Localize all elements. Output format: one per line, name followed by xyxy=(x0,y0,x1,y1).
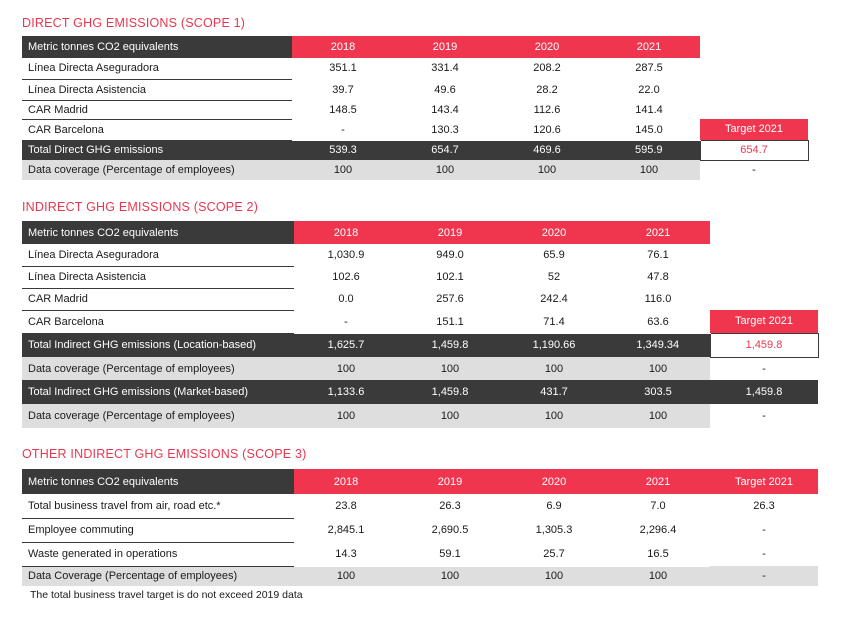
year-2021: 2021 xyxy=(598,36,700,58)
target-value: 1,459.8 xyxy=(710,380,818,404)
scope2-title: INDIRECT GHG EMISSIONS (SCOPE 2) xyxy=(22,200,259,214)
year-2019: 2019 xyxy=(394,36,496,58)
scope2-table xyxy=(22,221,819,428)
coverage-row: Data Coverage (Percentage of employees) 100 100 100 100 - xyxy=(22,566,818,586)
target-2021-label: Target 2021 xyxy=(710,469,818,494)
table-row: CAR Madrid 148.5 143.4 112.6 141.4 xyxy=(22,100,808,119)
coverage-row: Data coverage (Percentage of employees) 100 100 100 100 - xyxy=(22,404,818,428)
table-header-row: Metric tonnes CO2 equivalents 2018 2019 2020 2021 Target 2021 xyxy=(22,469,818,494)
table-row: Línea Directa Asistencia 39.7 49.6 28.2 22.0 xyxy=(22,79,808,100)
table-row: CAR Madrid 0.0 257.6 242.4 116.0 xyxy=(22,288,818,310)
year-2020: 2020 xyxy=(496,36,598,58)
scope1-table xyxy=(22,36,809,180)
table-row: Línea Directa Asistencia 102.6 102.1 52 47.8 xyxy=(22,266,818,288)
scope3-title: OTHER INDIRECT GHG EMISSIONS (SCOPE 3) xyxy=(22,447,307,461)
table-row: Waste generated in operations 14.3 59.1 25.7 16.5 - xyxy=(22,542,818,566)
table-header-row: Metric tonnes CO2 equivalents 2018 2019 2020 2021 xyxy=(22,221,818,244)
year-2018: 2018 xyxy=(292,36,394,58)
header-label: Metric tonnes CO2 equivalents xyxy=(22,36,292,58)
total-row: Total Indirect GHG emissions (Market-based) 1,133.6 1,459.8 431.7 303.5 1,459.8 xyxy=(22,380,818,404)
target-2021-label: Target 2021 xyxy=(700,119,808,140)
coverage-row: Data coverage (Percentage of employees) 100 100 100 100 - xyxy=(22,357,818,380)
table-row: Línea Directa Aseguradora 351.1 331.4 208.2 287.5 xyxy=(22,58,808,79)
table-row: CAR Barcelona - 130.3 120.6 145.0 Target 2021 xyxy=(22,119,808,140)
table-row: Employee commuting 2,845.1 2,690.5 1,305.3 2,296.4 - xyxy=(22,518,818,542)
target-value: 654.7 xyxy=(700,140,808,160)
total-row: Total Direct GHG emissions 539.3 654.7 469.6 595.9 654.7 xyxy=(22,140,808,160)
coverage-row: Data coverage (Percentage of employees) 100 100 100 100 - xyxy=(22,160,808,180)
table-header-row xyxy=(22,36,808,58)
scope1-title: DIRECT GHG EMISSIONS (SCOPE 1) xyxy=(22,16,246,30)
target-value: 1,459.8 xyxy=(710,333,818,357)
footnote: The total business travel target is do not exceed 2019 data xyxy=(30,589,303,601)
table-row: Línea Directa Aseguradora 1,030.9 949.0 65.9 76.1 xyxy=(22,244,818,266)
scope3-table xyxy=(22,469,818,586)
table-row: Total business travel from air, road etc.* 23.8 26.3 6.9 7.0 26.3 xyxy=(22,494,818,518)
table-row: CAR Barcelona - 151.1 71.4 63.6 Target 2021 xyxy=(22,310,818,333)
target-2021-label: Target 2021 xyxy=(710,310,818,333)
total-row: Total Indirect GHG emissions (Location-based) 1,625.7 1,459.8 1,190.66 1,349.34 1,459.8 xyxy=(22,333,818,357)
